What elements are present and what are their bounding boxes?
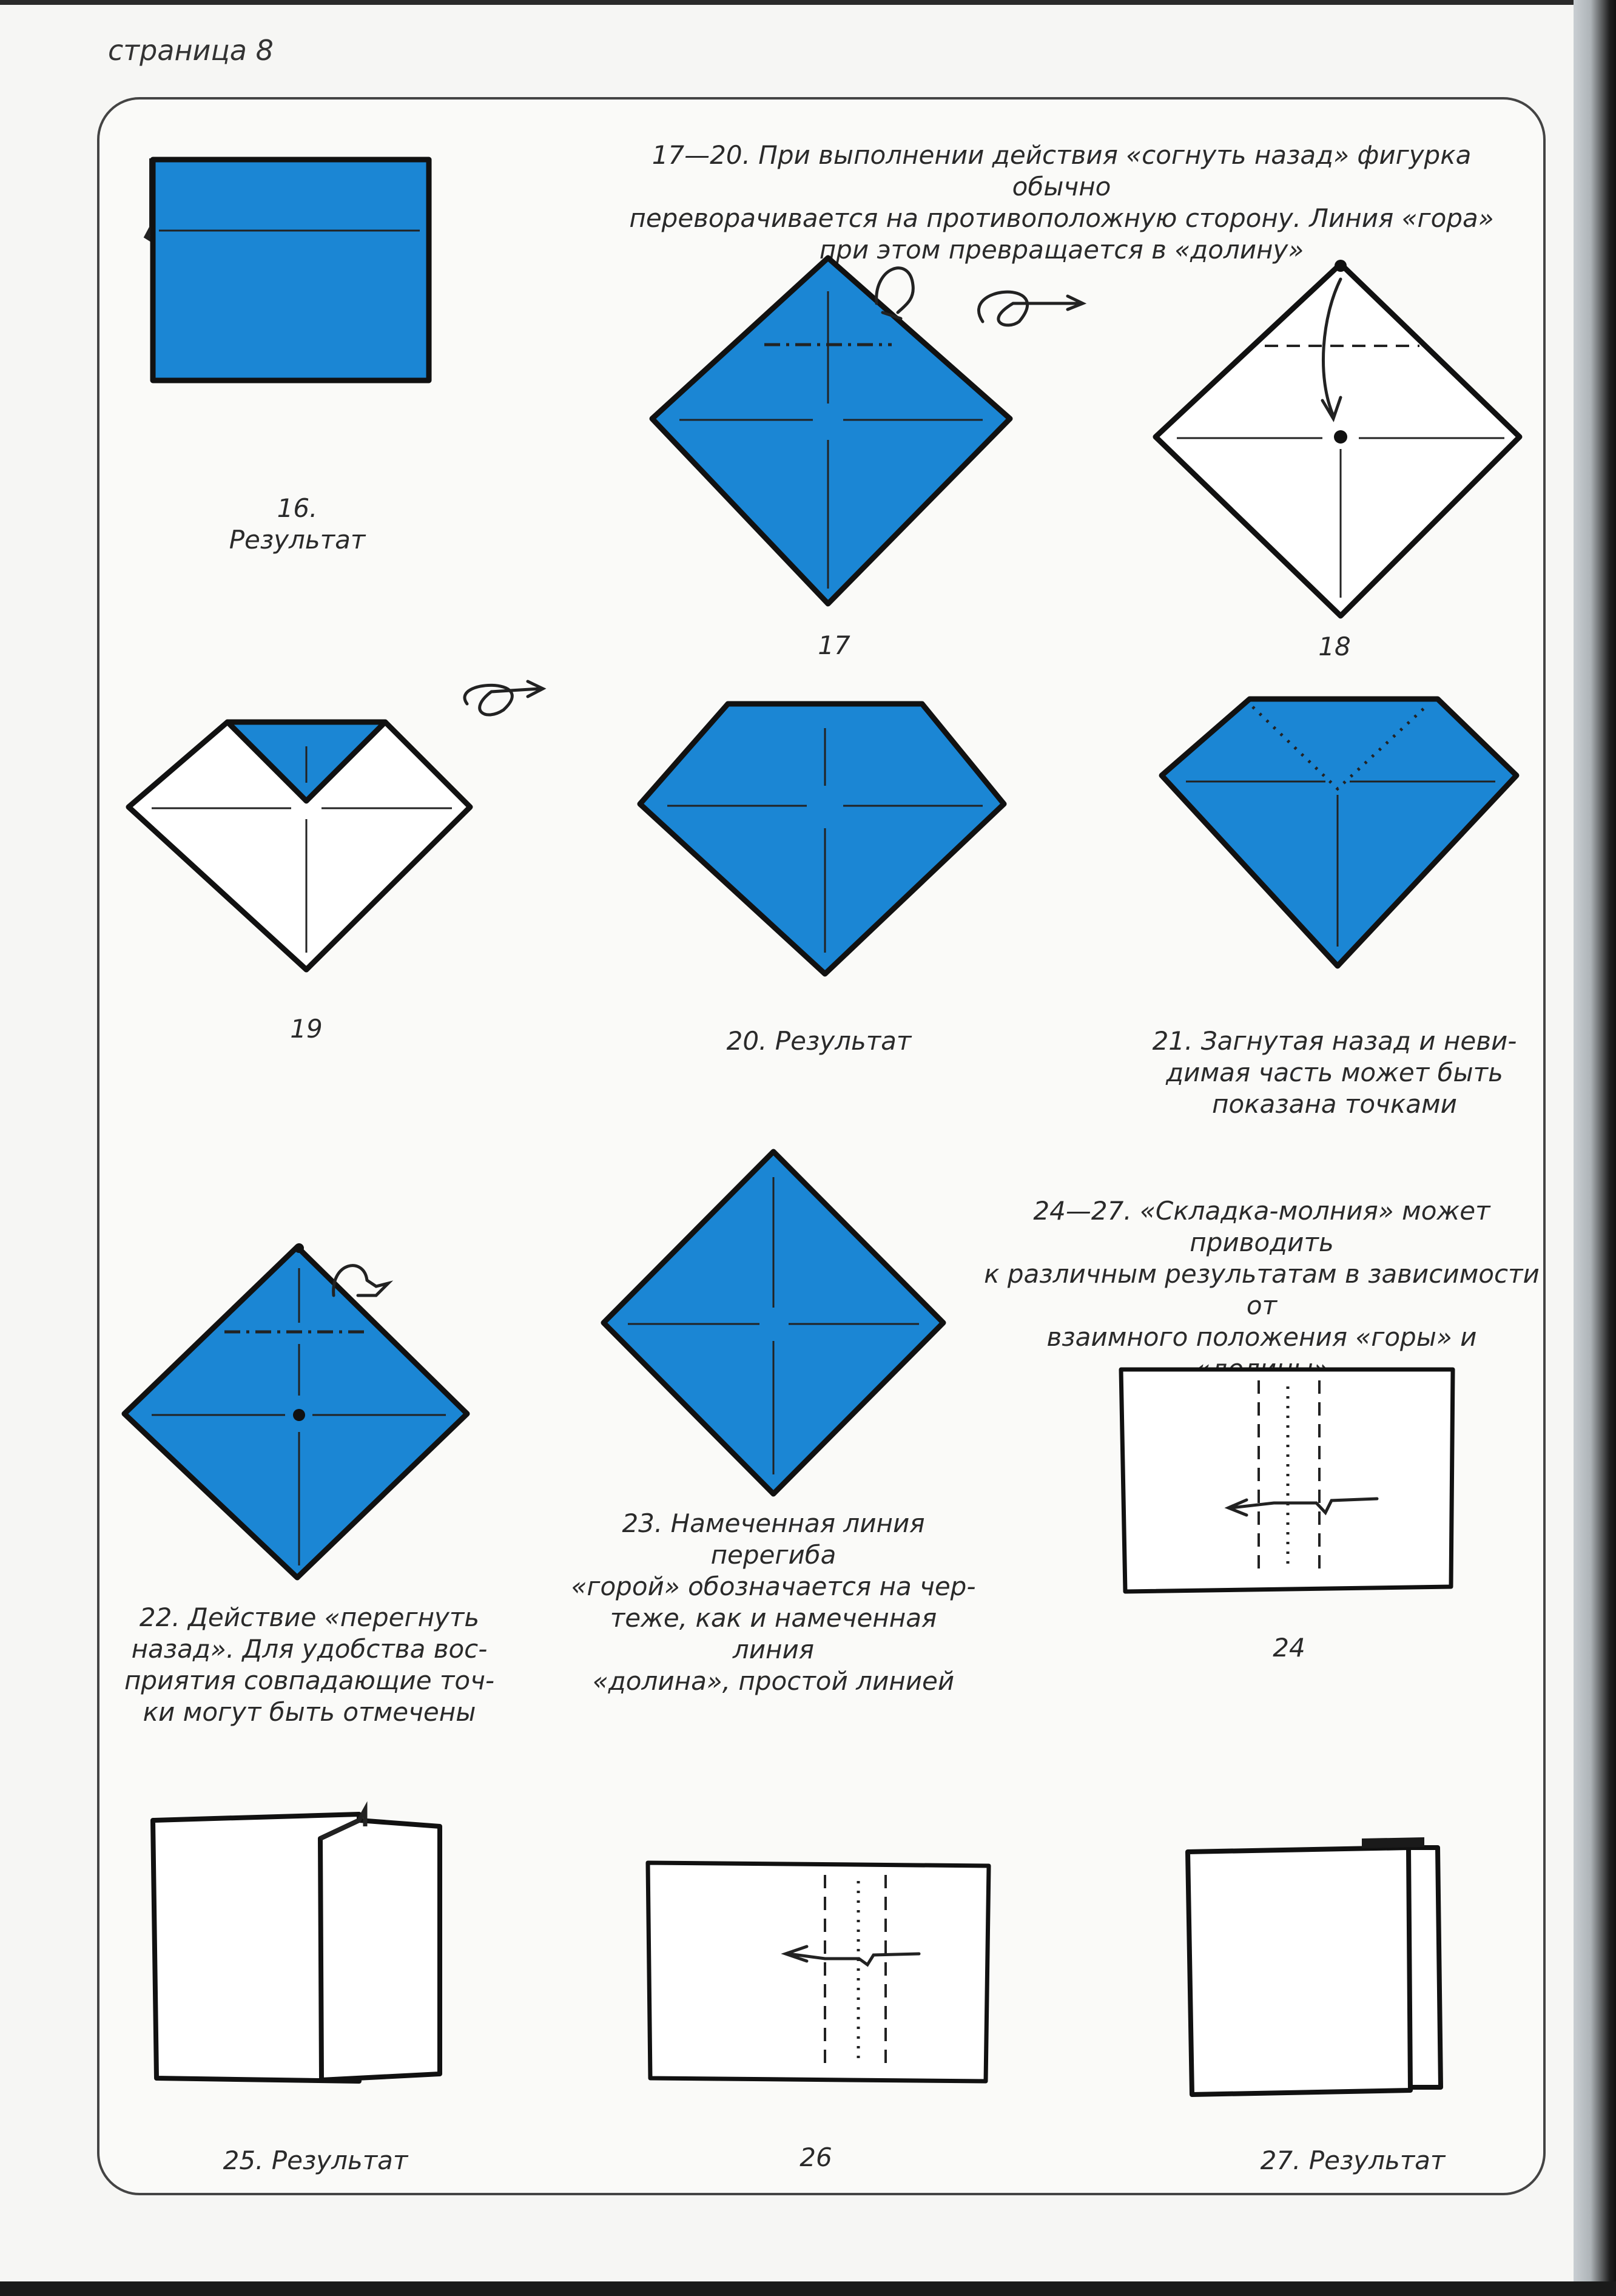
figure-21-hidden-dots — [1153, 692, 1529, 977]
figure-25-result — [146, 1802, 449, 2087]
figure-23-diamond — [601, 1147, 965, 1511]
figure-22-fold-back — [115, 1238, 479, 1584]
figure-19-shape — [115, 680, 552, 977]
caption-17: 17 — [818, 630, 850, 660]
figure-17-diamond — [643, 243, 1080, 631]
page-number: страница 8 — [108, 34, 274, 67]
caption-19: 19 — [290, 1014, 323, 1044]
scan-right-edge — [1574, 0, 1616, 2296]
caption-23: 23. Намеченная линия перегиба «горой» обозначается на чер- теже, как и намеченная линия «долина», простой линией — [571, 1508, 976, 1696]
caption-18: 18 — [1318, 632, 1351, 661]
caption-22: 22. Действие «перегнуть назад». Для удобства вос- приятия совпадающие точ- ки могут быть отмечены — [124, 1602, 495, 1727]
caption-16: 16. Результат — [229, 493, 366, 555]
caption-25: 25. Результат — [223, 2146, 408, 2175]
figure-18-diamond — [1140, 255, 1541, 643]
scan-bottom-edge — [0, 2281, 1616, 2296]
figure-24-zigzag — [1116, 1362, 1462, 1599]
caption-27: 27. Результат — [1260, 2146, 1446, 2175]
caption-26: 26 — [800, 2142, 832, 2172]
caption-21: 21. Загнутая назад и неви- димая часть может быть показана точками — [1152, 1026, 1517, 1119]
figure-20-result — [631, 698, 1013, 983]
caption-17-20: 17—20. При выполнении действия «согнуть назад» фигурка обычно переворачивается на противоположную сторону. Линия «гора» при этом превращается в «долину» — [629, 140, 1494, 265]
figure-16-rectangle — [146, 155, 437, 385]
figure-26-zigzag — [643, 1857, 995, 2087]
caption-20: 20. Результат — [726, 1026, 912, 1056]
figure-27-result — [1171, 1820, 1510, 2099]
caption-24-27: 24—27. «Складка-молния» может приводить к различным результатам в зависимости от взаимного положения «горы» и — [984, 1196, 1540, 1352]
caption-24: 24 — [1273, 1633, 1305, 1663]
scan-top-edge — [0, 0, 1616, 5]
